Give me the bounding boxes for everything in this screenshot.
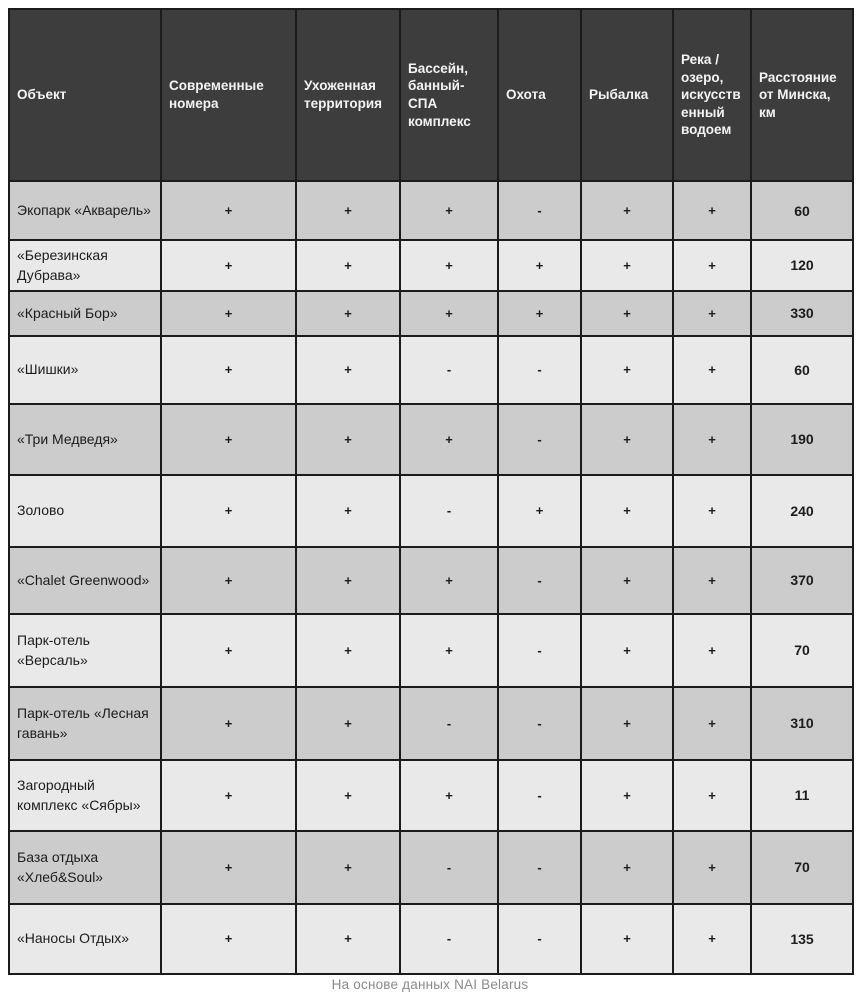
feature-cell: + bbox=[581, 181, 673, 240]
feature-cell: + bbox=[673, 181, 751, 240]
column-header-5: Рыбалка bbox=[581, 9, 673, 181]
feature-cell: + bbox=[673, 240, 751, 291]
feature-cell: + bbox=[296, 904, 400, 974]
feature-cell: + bbox=[400, 181, 498, 240]
feature-cell: + bbox=[296, 475, 400, 547]
object-name-cell: База отдыха «Хлеб&Soul» bbox=[9, 831, 161, 904]
feature-cell: - bbox=[498, 614, 581, 687]
feature-cell: - bbox=[498, 404, 581, 475]
feature-cell: + bbox=[581, 336, 673, 404]
feature-cell: + bbox=[296, 547, 400, 614]
feature-cell: + bbox=[400, 614, 498, 687]
column-header-0: Объект bbox=[9, 9, 161, 181]
feature-cell: + bbox=[673, 687, 751, 760]
distance-cell: 11 bbox=[751, 760, 853, 831]
table-row bbox=[9, 760, 853, 831]
feature-cell: + bbox=[161, 181, 296, 240]
distance-cell: 190 bbox=[751, 404, 853, 475]
feature-cell: + bbox=[498, 240, 581, 291]
feature-cell: + bbox=[161, 240, 296, 291]
feature-cell: - bbox=[400, 336, 498, 404]
column-header-7: Расстояние от Минска, км bbox=[751, 9, 853, 181]
distance-cell: 370 bbox=[751, 547, 853, 614]
feature-cell: - bbox=[400, 831, 498, 904]
table-row bbox=[9, 831, 853, 904]
feature-cell: + bbox=[296, 614, 400, 687]
feature-cell: + bbox=[581, 687, 673, 760]
table-row bbox=[9, 475, 853, 547]
object-name-cell: Экопарк «Акварель» bbox=[9, 181, 161, 240]
distance-cell: 310 bbox=[751, 687, 853, 760]
feature-cell: - bbox=[498, 760, 581, 831]
feature-cell: + bbox=[296, 831, 400, 904]
feature-cell: + bbox=[581, 614, 673, 687]
feature-cell: - bbox=[400, 687, 498, 760]
feature-cell: + bbox=[581, 904, 673, 974]
table-row bbox=[9, 404, 853, 475]
feature-cell: + bbox=[161, 904, 296, 974]
distance-cell: 135 bbox=[751, 904, 853, 974]
table-header-row bbox=[9, 9, 853, 181]
feature-cell: + bbox=[400, 404, 498, 475]
column-header-4: Охота bbox=[498, 9, 581, 181]
source-note: На основе данных NAI Belarus bbox=[331, 976, 529, 992]
feature-cell: + bbox=[296, 760, 400, 831]
feature-cell: - bbox=[498, 181, 581, 240]
object-name-cell: Парк-отель «Лесная гавань» bbox=[9, 687, 161, 760]
feature-cell: - bbox=[498, 336, 581, 404]
table-row bbox=[9, 181, 853, 240]
feature-cell: + bbox=[581, 547, 673, 614]
feature-cell: + bbox=[673, 291, 751, 336]
feature-cell: + bbox=[581, 831, 673, 904]
feature-cell: + bbox=[581, 475, 673, 547]
feature-cell: - bbox=[498, 831, 581, 904]
table-row bbox=[9, 904, 853, 974]
feature-cell: + bbox=[400, 760, 498, 831]
table-row bbox=[9, 291, 853, 336]
feature-cell: + bbox=[673, 831, 751, 904]
distance-cell: 240 bbox=[751, 475, 853, 547]
feature-cell: + bbox=[161, 336, 296, 404]
feature-cell: + bbox=[673, 404, 751, 475]
table-row bbox=[9, 240, 853, 291]
feature-cell: + bbox=[296, 181, 400, 240]
distance-cell: 60 bbox=[751, 336, 853, 404]
object-name-cell: «Наносы Отдых» bbox=[9, 904, 161, 974]
feature-cell: + bbox=[400, 291, 498, 336]
feature-cell: + bbox=[296, 240, 400, 291]
feature-cell: + bbox=[161, 547, 296, 614]
feature-cell: + bbox=[161, 404, 296, 475]
object-name-cell: «Березинская Дубрава» bbox=[9, 240, 161, 291]
feature-cell: + bbox=[673, 904, 751, 974]
feature-cell: + bbox=[161, 475, 296, 547]
feature-cell: + bbox=[296, 291, 400, 336]
feature-cell: + bbox=[581, 240, 673, 291]
feature-cell: + bbox=[296, 404, 400, 475]
table-row bbox=[9, 687, 853, 760]
table-row bbox=[9, 547, 853, 614]
feature-cell: + bbox=[581, 291, 673, 336]
object-name-cell: «Красный Бор» bbox=[9, 291, 161, 336]
object-name-cell: Золово bbox=[9, 475, 161, 547]
column-header-1: Современные номера bbox=[161, 9, 296, 181]
table-row bbox=[9, 614, 853, 687]
object-name-cell: «Шишки» bbox=[9, 336, 161, 404]
feature-cell: + bbox=[400, 240, 498, 291]
object-name-cell: Загородный комплекс «Сябры» bbox=[9, 760, 161, 831]
feature-cell: + bbox=[296, 336, 400, 404]
feature-cell: + bbox=[673, 336, 751, 404]
distance-cell: 70 bbox=[751, 614, 853, 687]
feature-cell: + bbox=[581, 404, 673, 475]
feature-cell: + bbox=[161, 831, 296, 904]
column-header-3: Бассейн, банный-СПА комплекс bbox=[400, 9, 498, 181]
feature-cell: - bbox=[498, 687, 581, 760]
feature-cell: + bbox=[673, 760, 751, 831]
table-row bbox=[9, 336, 853, 404]
feature-cell: + bbox=[498, 475, 581, 547]
feature-cell: + bbox=[581, 760, 673, 831]
feature-cell: - bbox=[498, 904, 581, 974]
feature-cell: + bbox=[400, 547, 498, 614]
resorts-comparison-table bbox=[8, 8, 854, 975]
feature-cell: - bbox=[400, 475, 498, 547]
object-name-cell: «Chalet Greenwood» bbox=[9, 547, 161, 614]
feature-cell: - bbox=[400, 904, 498, 974]
feature-cell: + bbox=[498, 291, 581, 336]
distance-cell: 70 bbox=[751, 831, 853, 904]
feature-cell: + bbox=[161, 687, 296, 760]
distance-cell: 120 bbox=[751, 240, 853, 291]
feature-cell: + bbox=[161, 291, 296, 336]
object-name-cell: «Три Медведя» bbox=[9, 404, 161, 475]
feature-cell: + bbox=[161, 760, 296, 831]
feature-cell: + bbox=[673, 547, 751, 614]
object-name-cell: Парк-отель «Версаль» bbox=[9, 614, 161, 687]
distance-cell: 60 bbox=[751, 181, 853, 240]
feature-cell: - bbox=[498, 547, 581, 614]
distance-cell: 330 bbox=[751, 291, 853, 336]
column-header-2: Ухоженная территория bbox=[296, 9, 400, 181]
column-header-6: Река / озеро, искусственный водоем bbox=[673, 9, 751, 181]
feature-cell: + bbox=[673, 475, 751, 547]
feature-cell: + bbox=[296, 687, 400, 760]
feature-cell: + bbox=[161, 614, 296, 687]
feature-cell: + bbox=[673, 614, 751, 687]
